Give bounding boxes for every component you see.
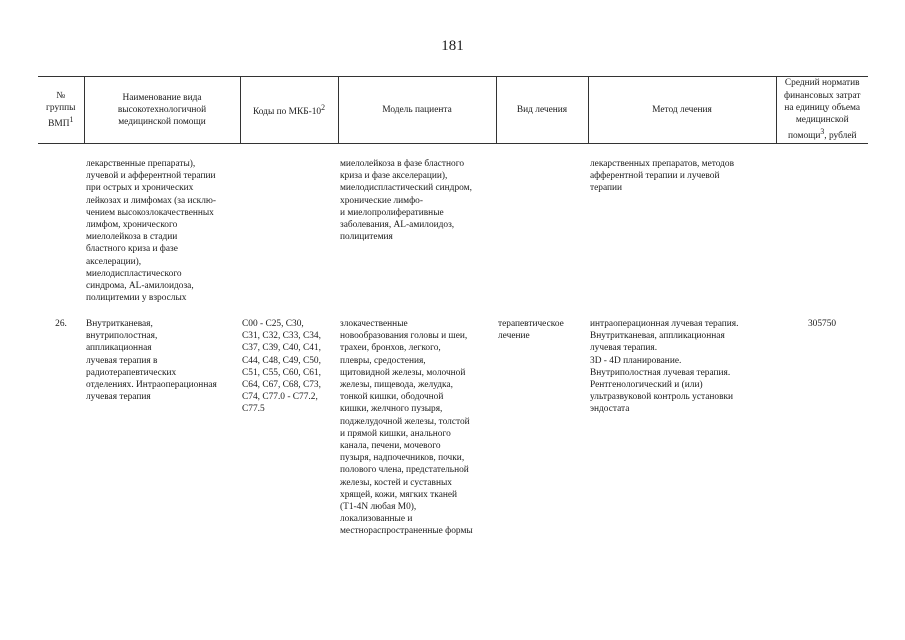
- cell-model: злокачественные новообразования головы и шеи, трахеи, бронхов, легкого, плевры, средостения, щитовидной железы, молочной железы, пищевода, желудка, тонкой кишки, ободочной кишки, желчного пузыря, поджелудочной железы, толстой и прямой кишки, анального канала, печени, мочевого пузыря, надпочечников, почки, полового члена, предстательной железы, костей и суставных хрящей, кожи, мягких тканей (T1-4N любая M0), локализованные и местнораспространенные формы: [340, 319, 473, 537]
- header-codes: Коды по МКБ-$10^2$: [240, 77, 338, 144]
- header-cost: Средний норматив финансовых затрат на единицу объема медицинской помощи$^3$, рублей: [776, 77, 868, 144]
- header-type: Вид лечения: [496, 77, 588, 144]
- cell-name: лекарственные препараты), лучевой и афферентной терапии при острых и хронических лейкозах и лимфомах (за исклю- чением высокозлокачественных лимфом, хронического миелолейкоза в стадии бластного криза и фазе акселерации), миелодиспластического синдрома, AL-амилоидоза, полицитемии у взрослых: [86, 159, 217, 304]
- header-model: Модель пациента: [338, 77, 496, 144]
- cell-method: лекарственных препаратов, методов афферентной терапии и лучевой терапии: [590, 159, 735, 194]
- header-group: № группы ВМП$^1$: [38, 77, 84, 144]
- cell-codes: [240, 144, 338, 309]
- cell-name: Внутритканевая, внутриполостная, аппликационная лучевая терапия в радиотерапевтических отделениях. Интраоперационная лучевая терапия: [86, 319, 217, 403]
- cell-group: [38, 144, 84, 309]
- cell-type: [496, 144, 588, 309]
- table-row: [38, 308, 868, 538]
- cell-type: терапевтическое лечение: [498, 319, 564, 342]
- header-row: [38, 77, 868, 144]
- cell-model: миелолейкоза в фазе бластного криза и фазе акселерации), миелодиспластический синдром, хронические лимфо- и миелопролиферативные заболевания, AL-амилоидоз, полицитемия: [340, 159, 472, 243]
- header-name: Наименование вида высокотехнологичной медицинской помощи: [84, 77, 240, 144]
- cell-method: интраоперационная лучевая терапия. Внутритканевая, аппликационная лучевая терапия. 3D - 4D планирование. Внутриполостная лучевая терапия. Рентгенологический и (или) ультразвуковой контроль установки эндостата: [590, 319, 739, 415]
- cell-group: 26.: [55, 319, 67, 329]
- cell-codes: C00 - C25, C30, C31, C32, C33, C34, C37, C39, C40, C41, C44, C48, C49, C50, C51, C55, C60, C61, C64, C67, C68, C73, C74, C77.0 - C77.2, C77.5: [242, 319, 321, 415]
- page-number: 181: [441, 38, 464, 54]
- vmp-table: [38, 76, 868, 538]
- table-row: [38, 144, 868, 309]
- cell-cost: 305750: [807, 319, 837, 329]
- cell-cost: [776, 144, 868, 309]
- header-method: Метод лечения: [588, 77, 776, 144]
